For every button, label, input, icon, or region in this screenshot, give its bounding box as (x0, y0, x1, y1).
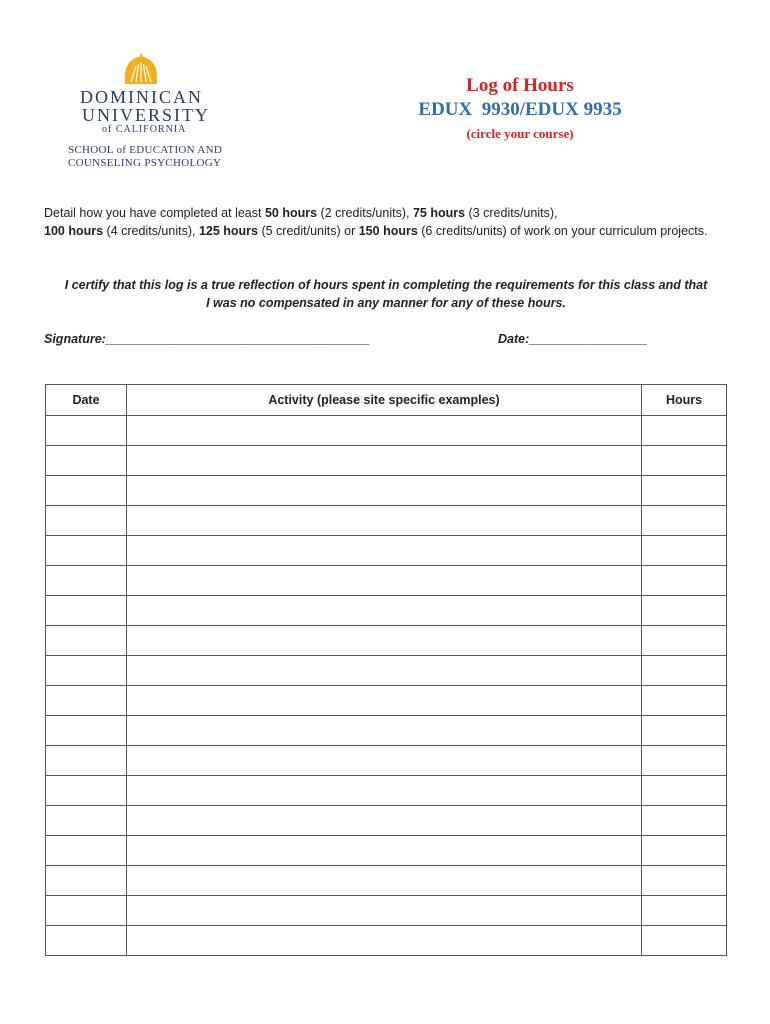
date-cell[interactable] (46, 656, 127, 686)
date-cell[interactable] (46, 836, 127, 866)
header-block (400, 74, 640, 144)
hours-cell[interactable] (642, 566, 727, 596)
instructions-text: (3 credits/units), (465, 206, 558, 220)
certification-line-2: I was no compensated in any manner for any of these hours. (206, 296, 566, 310)
table-row (46, 656, 727, 686)
table-row (46, 416, 727, 446)
logo-line-counseling: COUNSELING PSYCHOLOGY (68, 157, 222, 169)
activity-cell[interactable] (127, 656, 642, 686)
table-row (46, 536, 727, 566)
date-field[interactable]: Date:_________________ (498, 332, 648, 346)
date-cell[interactable] (46, 716, 127, 746)
table-row (46, 776, 727, 806)
date-cell[interactable] (46, 926, 127, 956)
instructions-text: (2 credits/units), (317, 206, 413, 220)
hours-cell[interactable] (642, 476, 727, 506)
activity-cell[interactable] (127, 416, 642, 446)
activity-cell[interactable] (127, 566, 642, 596)
table-header-row (46, 385, 727, 416)
date-cell[interactable] (46, 416, 127, 446)
signature-field[interactable]: Signature:______________________________________ (44, 332, 370, 346)
activity-cell[interactable] (127, 836, 642, 866)
instructions-text: (5 credit/units) or (258, 224, 359, 238)
date-cell[interactable] (46, 686, 127, 716)
activity-cell[interactable] (127, 686, 642, 716)
table-row (46, 626, 727, 656)
activity-cell[interactable] (127, 746, 642, 776)
dome-logo-icon (123, 54, 159, 84)
hours-cell[interactable] (642, 536, 727, 566)
activity-cell[interactable] (127, 506, 642, 536)
certification-line-1: I certify that this log is a true reflection of hours spent in completing the requirements for this class and that (64, 278, 708, 292)
page-title: Log of Hours (466, 75, 574, 96)
hours-cell[interactable] (642, 716, 727, 746)
date-cell[interactable] (46, 506, 127, 536)
table-row (46, 866, 727, 896)
table-row (46, 506, 727, 536)
table-row (46, 836, 727, 866)
hours-cell[interactable] (642, 656, 727, 686)
university-logo (68, 54, 228, 174)
hours-cell[interactable] (642, 506, 727, 536)
table-row (46, 896, 727, 926)
table-row (46, 476, 727, 506)
hours-cell[interactable] (642, 926, 727, 956)
hours-cell[interactable] (642, 776, 727, 806)
hours-cell[interactable] (642, 806, 727, 836)
hours-cell[interactable] (642, 686, 727, 716)
course-codes: EDUX 9930/EDUX 9935 (418, 99, 622, 120)
hours-cell[interactable] (642, 896, 727, 926)
hours-cell[interactable] (642, 596, 727, 626)
activity-cell[interactable] (127, 896, 642, 926)
activity-column-header: Activity (please site specific examples) (127, 385, 642, 416)
hours-50: 50 hours (264, 206, 318, 220)
date-cell[interactable] (46, 566, 127, 596)
logo-line-dominican: DOMINICAN (80, 87, 203, 107)
activity-cell[interactable] (127, 446, 642, 476)
hours-cell[interactable] (642, 866, 727, 896)
table-row (46, 746, 727, 776)
activity-cell[interactable] (127, 926, 642, 956)
table-row (46, 686, 727, 716)
circle-course-note: (circle your course) (466, 126, 574, 141)
hours-cell[interactable] (642, 626, 727, 656)
hours-cell[interactable] (642, 416, 727, 446)
table-row (46, 716, 727, 746)
activity-cell[interactable] (127, 866, 642, 896)
date-cell[interactable] (46, 806, 127, 836)
hours-cell[interactable] (642, 746, 727, 776)
logo-line-school: SCHOOL of EDUCATION AND (68, 144, 223, 156)
activity-cell[interactable] (127, 626, 642, 656)
table-row (46, 566, 727, 596)
date-column-header: Date (46, 385, 127, 416)
date-cell[interactable] (46, 536, 127, 566)
logo-line-university: UNIVERSITY (82, 105, 210, 125)
hours-125: 125 hours (198, 224, 258, 238)
hours-cell[interactable] (642, 446, 727, 476)
date-cell[interactable] (46, 896, 127, 926)
date-cell[interactable] (46, 776, 127, 806)
table-row (46, 926, 727, 956)
certification-statement (44, 276, 728, 312)
activity-cell[interactable] (127, 716, 642, 746)
activity-cell[interactable] (127, 476, 642, 506)
hours-cell[interactable] (642, 836, 727, 866)
date-cell[interactable] (46, 626, 127, 656)
date-cell[interactable] (46, 746, 127, 776)
date-cell[interactable] (46, 476, 127, 506)
activity-cell[interactable] (127, 596, 642, 626)
hours-log-table (45, 384, 727, 956)
instructions-text: Detail how you have completed at least (44, 206, 265, 220)
instructions-text: (4 credits/units), (103, 224, 199, 238)
instructions-paragraph (44, 204, 724, 240)
logo-line-california: of CALIFORNIA (102, 124, 187, 135)
date-cell[interactable] (46, 446, 127, 476)
date-cell[interactable] (46, 596, 127, 626)
activity-cell[interactable] (127, 806, 642, 836)
date-cell[interactable] (46, 866, 127, 896)
table-row (46, 806, 727, 836)
table-row (46, 446, 727, 476)
table-row (46, 596, 727, 626)
hours-75: 75 hours (412, 206, 466, 220)
hours-150: 150 hours (358, 224, 418, 238)
hours-column-header: Hours (642, 385, 727, 416)
activity-cell[interactable] (127, 536, 642, 566)
instructions-text: (6 credits/units) of work on your curriculum projects. (417, 224, 708, 238)
activity-cell[interactable] (127, 776, 642, 806)
hours-100: 100 hours (44, 224, 104, 238)
